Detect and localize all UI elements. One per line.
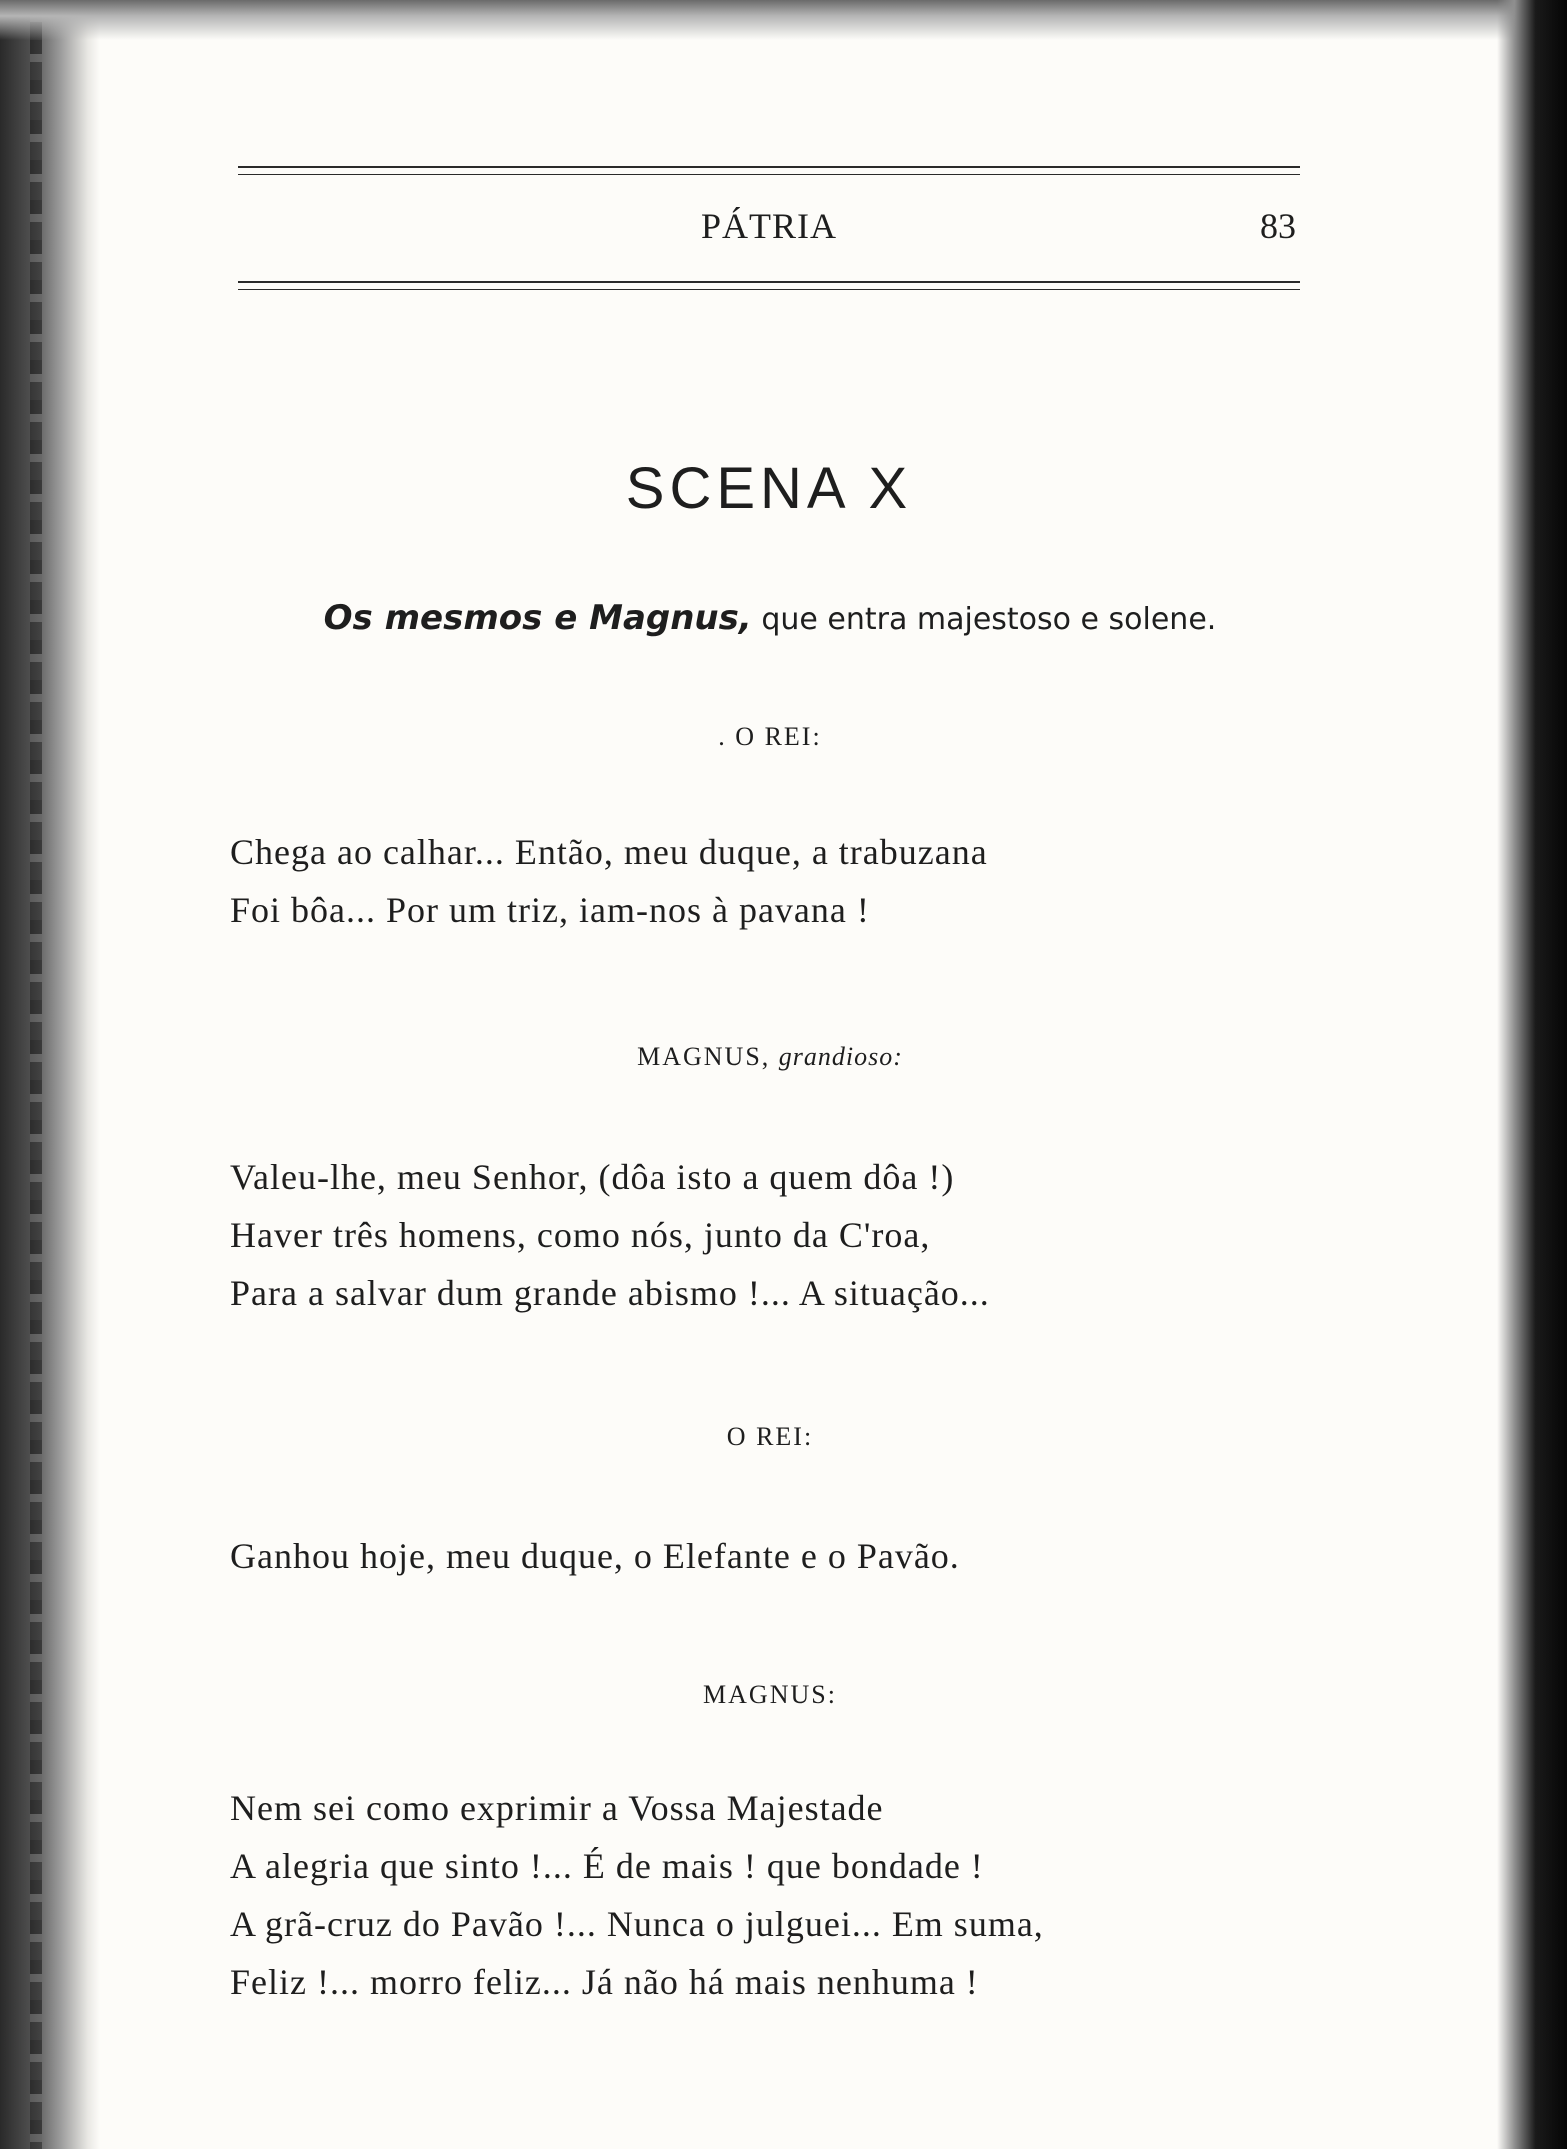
speaker-label: MAGNUS: [703,1680,837,1709]
scan-right-edge [1497,0,1567,2149]
stage-direction-names: Os mesmos e Magnus, [323,598,752,638]
verse-line: Ganhou hoje, meu duque, o Elefante e o Pavão. [230,1536,960,1576]
verse-line: Para a salvar dum grande abismo !... A situação... [230,1273,990,1313]
verse-line: Foi bôa... Por um triz, iam-nos à pavana ! [230,890,870,930]
page-number: 83 [1260,206,1296,246]
verse-line: Nem sei como exprimir a Vossa Majestade [230,1788,884,1828]
stage-direction-text: que entra majestoso e solene. [751,602,1217,637]
scan-left-edge [0,0,100,2149]
header-rule-bottom-thin [238,289,1300,290]
running-title: PÁTRIA [700,206,837,246]
verse-line: Chega ao calhar... Então, meu duque, a trabuzana [230,832,988,872]
header-rule-top-thin [238,174,1300,175]
scene-title: SCENA X [625,456,913,521]
header-rule-bottom [238,281,1300,283]
speaker-label-with-direction [0,1042,1540,1072]
verse-line: Feliz !... morro feliz... Já não há mais nenhuma ! [230,1962,979,2002]
speaker-label: O REI: [726,1422,814,1451]
verse-block [230,823,988,939]
stage-direction [0,598,1540,638]
verse-block [230,1527,960,1585]
speaker-direction: grandioso: [778,1042,903,1071]
header-rule-top [238,166,1300,168]
verse-line: A grã-cruz do Pavão !... Nunca o julguei... Em suma, [230,1904,1044,1944]
speaker-label: . O REI: [718,722,822,751]
verse-block [230,1148,990,1322]
verse-line: Valeu-lhe, meu Senhor, (dôa isto a quem dôa !) [230,1157,955,1197]
verse-line: A alegria que sinto !... É de mais ! que bondade ! [230,1846,984,1886]
scan-top-edge [0,0,1567,40]
speaker-label: MAGNUS, [637,1042,771,1071]
verse-line: Haver três homens, como nós, junto da C'roa, [230,1215,931,1255]
verse-block [230,1779,1044,2011]
